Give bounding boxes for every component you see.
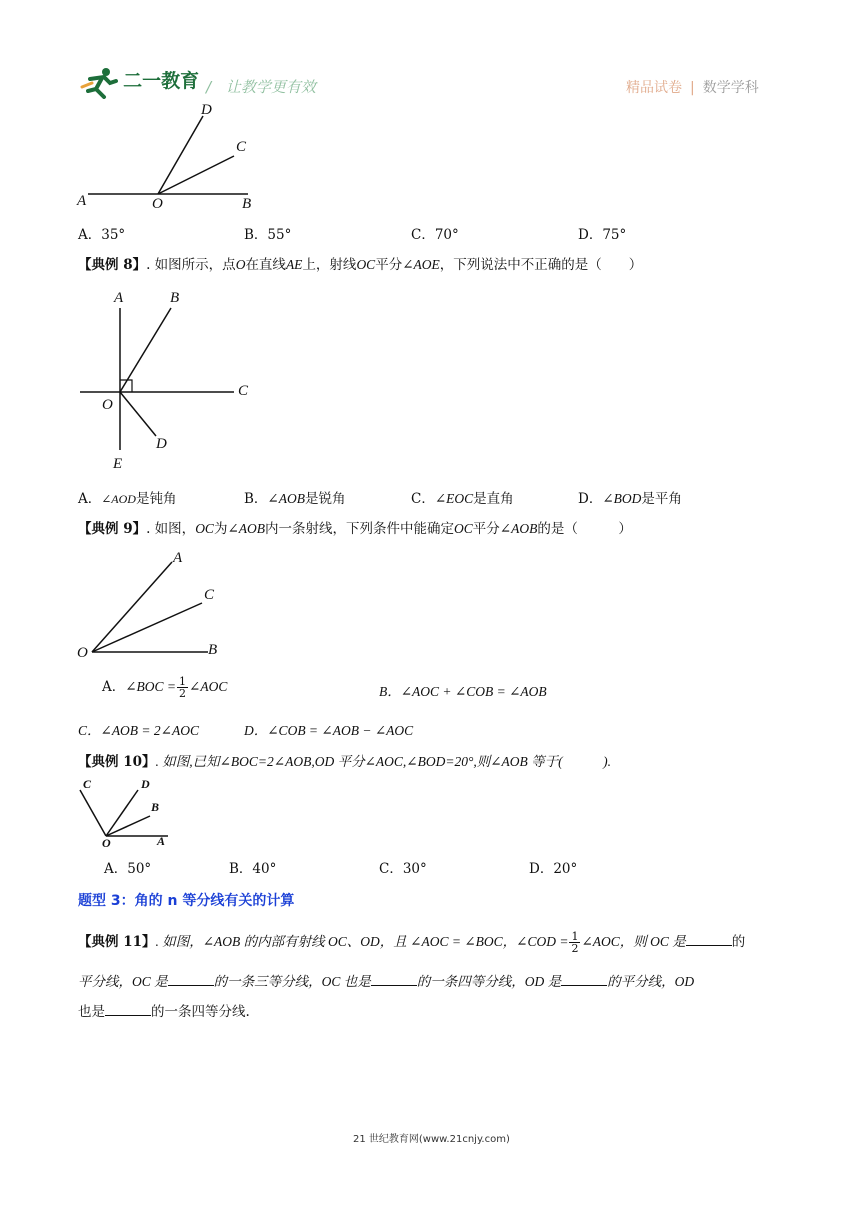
answer-blank-2[interactable] (168, 972, 214, 986)
q10-option-a: A．50° (104, 861, 152, 877)
ray-ob (120, 308, 171, 392)
q9-option-a: A．∠BOC = $\frac{1}{2}$ ∠AOC (102, 675, 228, 700)
logo-text: 二一教育 (123, 70, 200, 92)
label-o: O (152, 196, 163, 212)
page-footer: 21 世纪教育网(www.21cnjy.com) (353, 1134, 510, 1145)
q10-stem: 【典例 10】. 如图,已知∠BOC=2∠AOB,OD 平分∠AOC,∠BOD=20°,则∠AOB 等于( ). (78, 754, 612, 770)
header-logo (80, 66, 199, 99)
q7-option-c: C．70° (411, 227, 459, 243)
ray-oa (92, 562, 172, 652)
q11-line3: 也是 的一条四等分线. (78, 1004, 250, 1020)
answer-blank-4[interactable] (561, 972, 607, 986)
header-right: 精品试卷 | 数学学科 (626, 80, 759, 96)
label-b: B (208, 642, 218, 658)
label-c: C (204, 587, 215, 603)
q8-stem: 【典例 8】. 如图所示，点O在直线AE上，射线OC平分∠AOE，下列说法中不正确的是（ ） (78, 257, 643, 273)
header-slogan: / 让教学更有效 (206, 78, 316, 96)
q8-option-b: B．∠AOB是锐角 (244, 491, 346, 507)
fraction-half: $\frac{1}{2}$ (179, 675, 187, 700)
fraction-half: $\frac{1}{2}$ (571, 930, 579, 955)
answer-blank-5[interactable] (105, 1002, 151, 1016)
ray-oc (92, 603, 202, 652)
figure-q7 (70, 98, 290, 218)
ray-oc (80, 790, 106, 836)
q10-option-b: B．40° (229, 861, 277, 877)
q7-option-a: A．35° (78, 227, 126, 243)
label-a: A (77, 193, 87, 209)
q11-line2: 平分线，OC 是 的一条三等分线，OC 也是 的一条四等分线，OD 是 的平分线，OD (78, 974, 695, 989)
label-b: B (170, 290, 180, 306)
q9-option-b: B．∠AOC + ∠COB = ∠AOB (379, 684, 547, 699)
label-b: B (242, 196, 252, 212)
answer-blank-3[interactable] (371, 972, 417, 986)
q10-option-c: C．30° (379, 861, 427, 877)
label-e: E (113, 456, 123, 472)
q7-option-b: B．55° (244, 227, 292, 243)
label-o: O (77, 645, 88, 661)
label-c: C (83, 777, 92, 791)
q8-option-d: D．∠BOD是平角 (578, 491, 682, 507)
q7-option-d: D．75° (578, 227, 627, 243)
label-o: O (102, 836, 111, 850)
label-a: A (157, 834, 166, 848)
label-c: C (236, 139, 247, 155)
label-d: D (141, 777, 150, 791)
q9-stem: 【典例 9】. 如图，OC为∠AOB内一条射线，下列条件中能确定OC平分∠AOB的是（ ） (78, 521, 632, 537)
label-b: B (151, 800, 160, 814)
q8-option-c: C．∠EOC是直角 (411, 491, 514, 507)
q8-option-a: A．∠AOD是钝角 (78, 491, 177, 507)
ray-od (120, 392, 156, 436)
label-d: D (156, 436, 167, 452)
answer-blank-1[interactable] (686, 932, 732, 946)
runner-logo-icon (80, 67, 118, 99)
q9-option-d: D．∠COB = ∠AOB − ∠AOC (244, 723, 414, 738)
figure-q8 (70, 290, 270, 470)
q10-option-d: D．20° (529, 861, 578, 877)
label-d: D (201, 102, 212, 118)
label-o: O (102, 397, 113, 413)
label-c: C (238, 383, 249, 399)
q9-option-c: C．∠AOB = 2∠AOC (78, 723, 199, 738)
label-a: A (173, 550, 183, 566)
q11-line1: 【典例 11】. 如图，∠AOB 的内部有射线 OC、OD，且 ∠AOC = ∠BOC，∠COD = $\frac{1}{2}$ ∠AOC，则 OC 是 的 (78, 930, 746, 955)
label-a: A (114, 290, 124, 306)
section-title: 题型 3：角的 n 等分线有关的计算 (78, 893, 295, 909)
